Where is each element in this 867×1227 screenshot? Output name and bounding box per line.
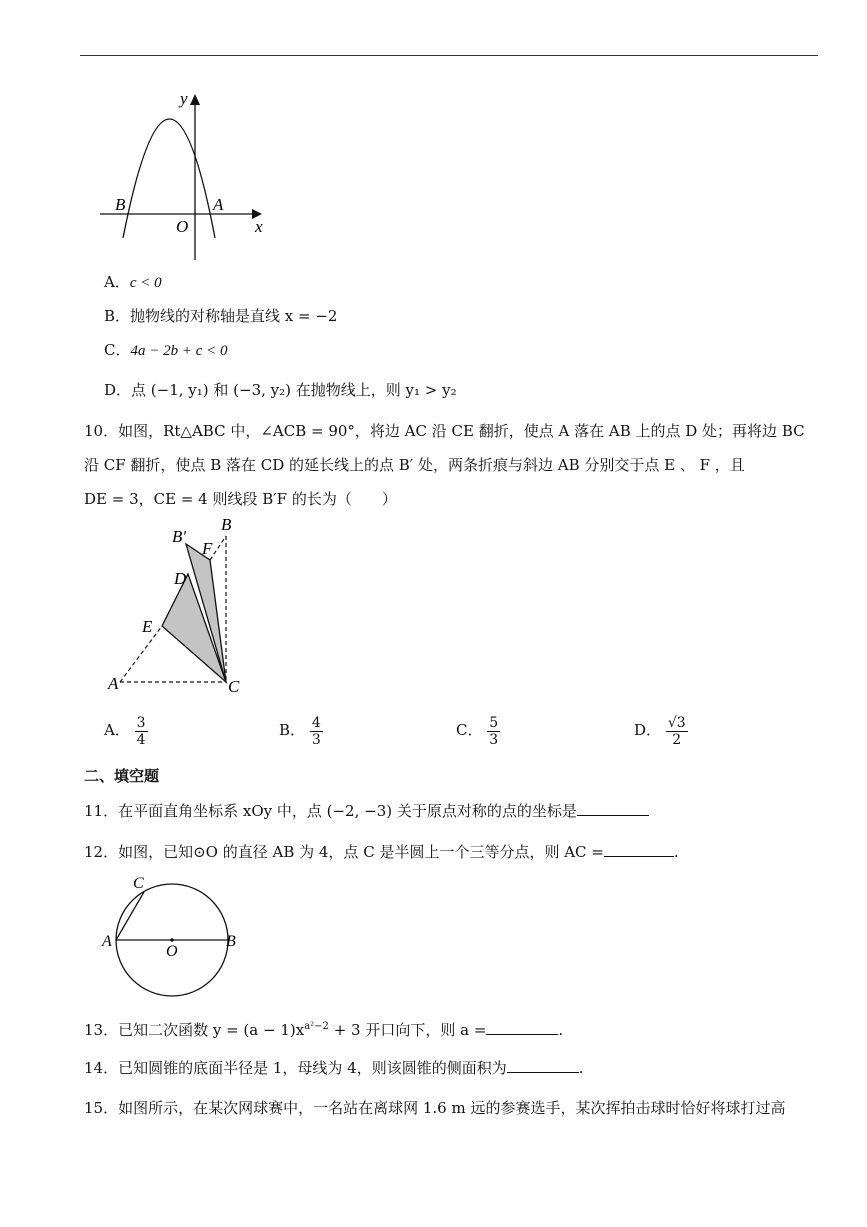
q13-text: 13．已知二次函数 $y = (a - 1)x^{a^2-2} + 3$ 开口向下，则 a = . [84,1021,564,1039]
q9-origin-label: O [176,217,189,236]
q10-text-line3: DE = 3，CE = 4 则线段 B′F 的长为（ ） [84,490,397,508]
q11-text: 11．在平面直角坐标系 xOy 中，点 (−2, −3) 关于原点对称的点的坐标是 [84,801,649,821]
q15-text: 15．如图所示，在某次网球赛中，一名站在离球网 1.6 m 远的参赛选手，某次挥拍击球时恰好将球打过高 [84,1099,786,1117]
section-title-fill-in: 二、填空题 [84,767,160,785]
q10-option-d: D． $\frac{√3}{2}$ [634,714,686,748]
q10-text-line2: 沿 CF 翻折，使点 B 落在 CD 的延长线上的点 B′ 处，两条折痕与斜边 AB 分别交于点 E 、 F ，且 [84,456,745,474]
q10-point-f-label: F [202,539,213,558]
q10-point-c-label: C [228,677,240,696]
q12-center-o-label: O [166,943,178,960]
q9-option-d: D．点 (−1, y₁) 和 (−3, y₂) 在抛物线上，则 y₁ > y₂ [104,381,457,399]
q11-answer-blank[interactable] [577,801,649,816]
q9-point-a-label: A [213,195,224,214]
q9-option-a: A．c < 0 [104,273,162,291]
q10-point-d-label: D [174,569,187,588]
q10-point-a-label: A [108,674,119,693]
header-rule [80,55,818,56]
q13-answer-blank[interactable] [486,1020,558,1035]
q10-point-b-prime-label: B′ [172,527,187,546]
q10-option-b: B． $\frac{4}{3}$ [279,714,321,748]
q9-option-b: B．抛物线的对称轴是直线 x = −2 [104,307,338,325]
q9-point-b-label: B [115,195,126,214]
q14-text: 14．已知圆锥的底面半径是 1，母线为 4，则该圆锥的侧面积为 . [84,1059,584,1077]
q9-y-axis-label: y [180,89,188,108]
q10-point-b-label: B [221,515,232,534]
q12-point-a-label: A [102,933,112,950]
q14-answer-blank[interactable] [507,1058,579,1073]
q9-parabola-figure [95,88,270,263]
q12-point-b-label: B [226,933,236,950]
q10-option-a: A． $\frac{3}{4}$ [104,714,146,748]
q10-point-e-label: E [142,617,153,636]
q10-triangle-figure [100,512,260,697]
q9-x-axis-label: x [255,217,263,236]
q12-point-c-label: C [133,875,144,892]
q9-option-c: C．4a − 2b + c < 0 [104,341,228,359]
q12-text: 12．如图，已知⊙O 的直径 AB 为 4，点 C 是半圆上一个三等分点，则 AC = . [84,843,679,861]
q12-answer-blank[interactable] [604,842,674,857]
q10-option-c: C． $\frac{5}{3}$ [456,714,499,748]
q10-text-line1: 10．如图，Rt△ABC 中，∠ACB = 90°，将边 AC 沿 CE 翻折，使点 A 落在 AB 上的点 D 处；再将边 BC [84,422,805,440]
q12-circle-figure [98,870,248,1000]
